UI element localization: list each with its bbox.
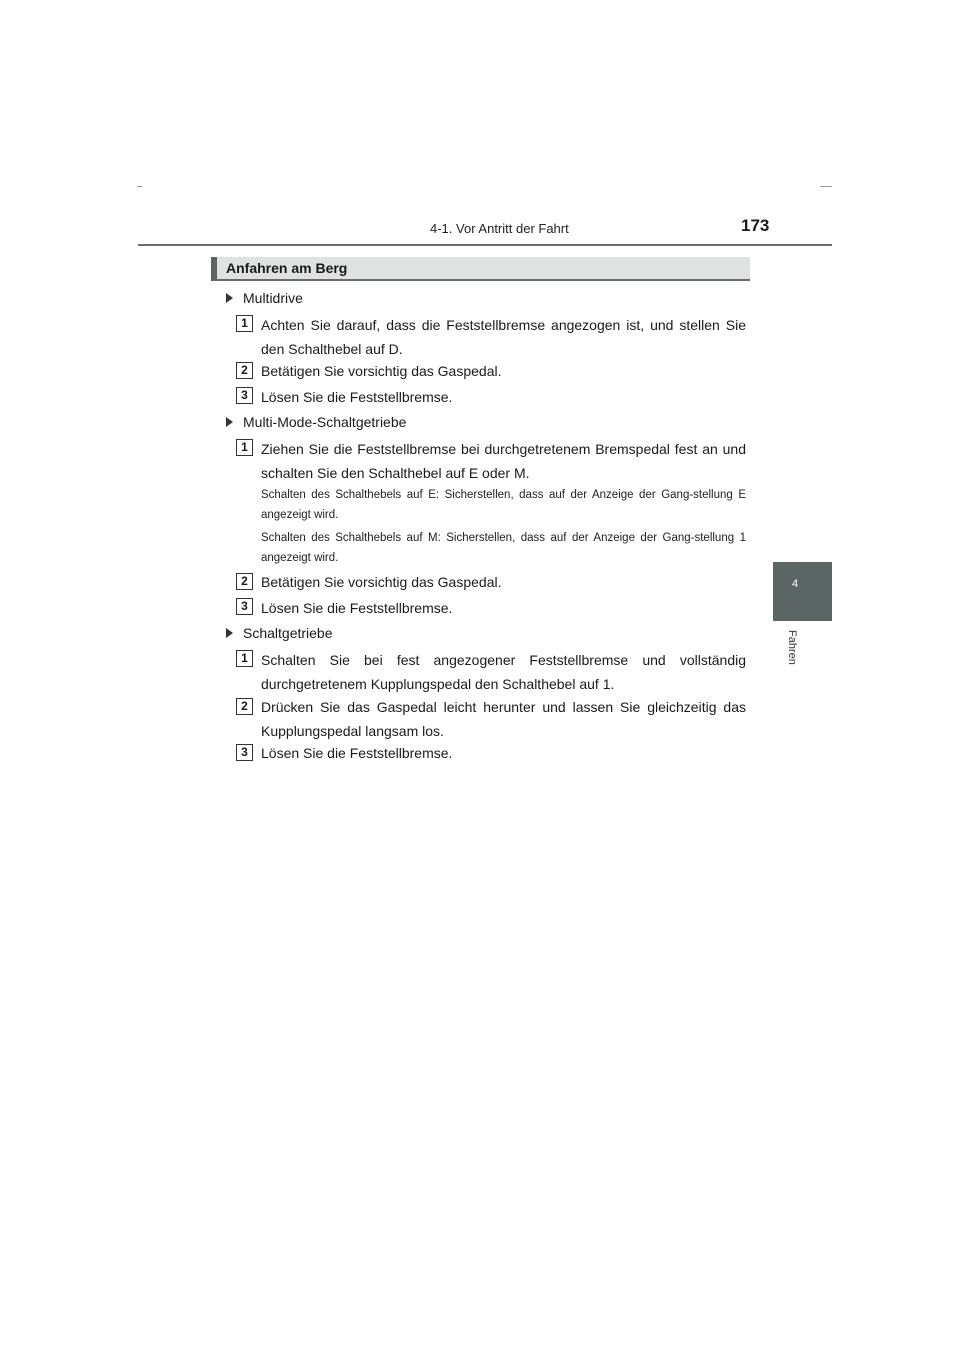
chapter-number: 4 [791, 578, 799, 590]
step-number: 2 [236, 698, 253, 715]
note-text: Schalten des Schalthebels auf M: Sicherstellen, dass auf der Anzeige der Gang-stellung 1 angezeigt wird. [261, 532, 746, 564]
group-title: Multi-Mode-Schaltgetriebe [243, 414, 407, 430]
section-heading [211, 257, 750, 281]
step-number: 1 [236, 315, 253, 332]
group-title: Multidrive [243, 290, 303, 306]
step-number: 2 [236, 573, 253, 590]
step-text: Lösen Sie die Feststellbremse. [261, 745, 453, 761]
step-number: 3 [236, 744, 253, 761]
step-text: Schalten Sie bei fest angezogener Feststellbremse und vollständig durchgetretenem Kupplungspedal den Schalthebel auf 1. [261, 652, 746, 692]
page-number: 173 [741, 216, 770, 235]
step-text: Achten Sie darauf, dass die Feststellbremse angezogen ist, und stellen Sie den Schalthebel auf D. [261, 317, 746, 357]
triangle-bullet-icon [226, 293, 233, 303]
running-header-section: 4-1. Vor Antritt der Fahrt [430, 221, 569, 236]
step-number: 2 [236, 362, 253, 379]
header-rule [138, 244, 832, 246]
chapter-tab [773, 562, 832, 621]
step-text: Lösen Sie die Feststellbremse. [261, 389, 453, 405]
step-text: Ziehen Sie die Feststellbremse bei durchgetretenem Bremspedal fest an und schalten Sie den Schalthebel auf E oder M. [261, 441, 746, 481]
step-number: 1 [236, 650, 253, 667]
step-number: 3 [236, 598, 253, 615]
note-text: Schalten des Schalthebels auf E: Sicherstellen, dass auf der Anzeige der Gang-stellung E angezeigt wird. [261, 489, 746, 521]
triangle-bullet-icon [226, 417, 233, 427]
step-text: Betätigen Sie vorsichtig das Gaspedal. [261, 574, 502, 590]
step-text: Lösen Sie die Feststellbremse. [261, 600, 453, 616]
step-number: 1 [236, 439, 253, 456]
chapter-label: Fahren [786, 630, 798, 665]
crop-mark-right [820, 186, 832, 187]
group-title: Schaltgetriebe [243, 625, 333, 641]
section-heading-text: Anfahren am Berg [226, 260, 348, 276]
triangle-bullet-icon [226, 628, 233, 638]
step-text: Drücken Sie das Gaspedal leicht herunter und lassen Sie gleichzeitig das Kupplungspedal langsam los. [261, 699, 746, 739]
step-text: Betätigen Sie vorsichtig das Gaspedal. [261, 363, 502, 379]
crop-mark-left [137, 186, 142, 187]
step-number: 3 [236, 387, 253, 404]
